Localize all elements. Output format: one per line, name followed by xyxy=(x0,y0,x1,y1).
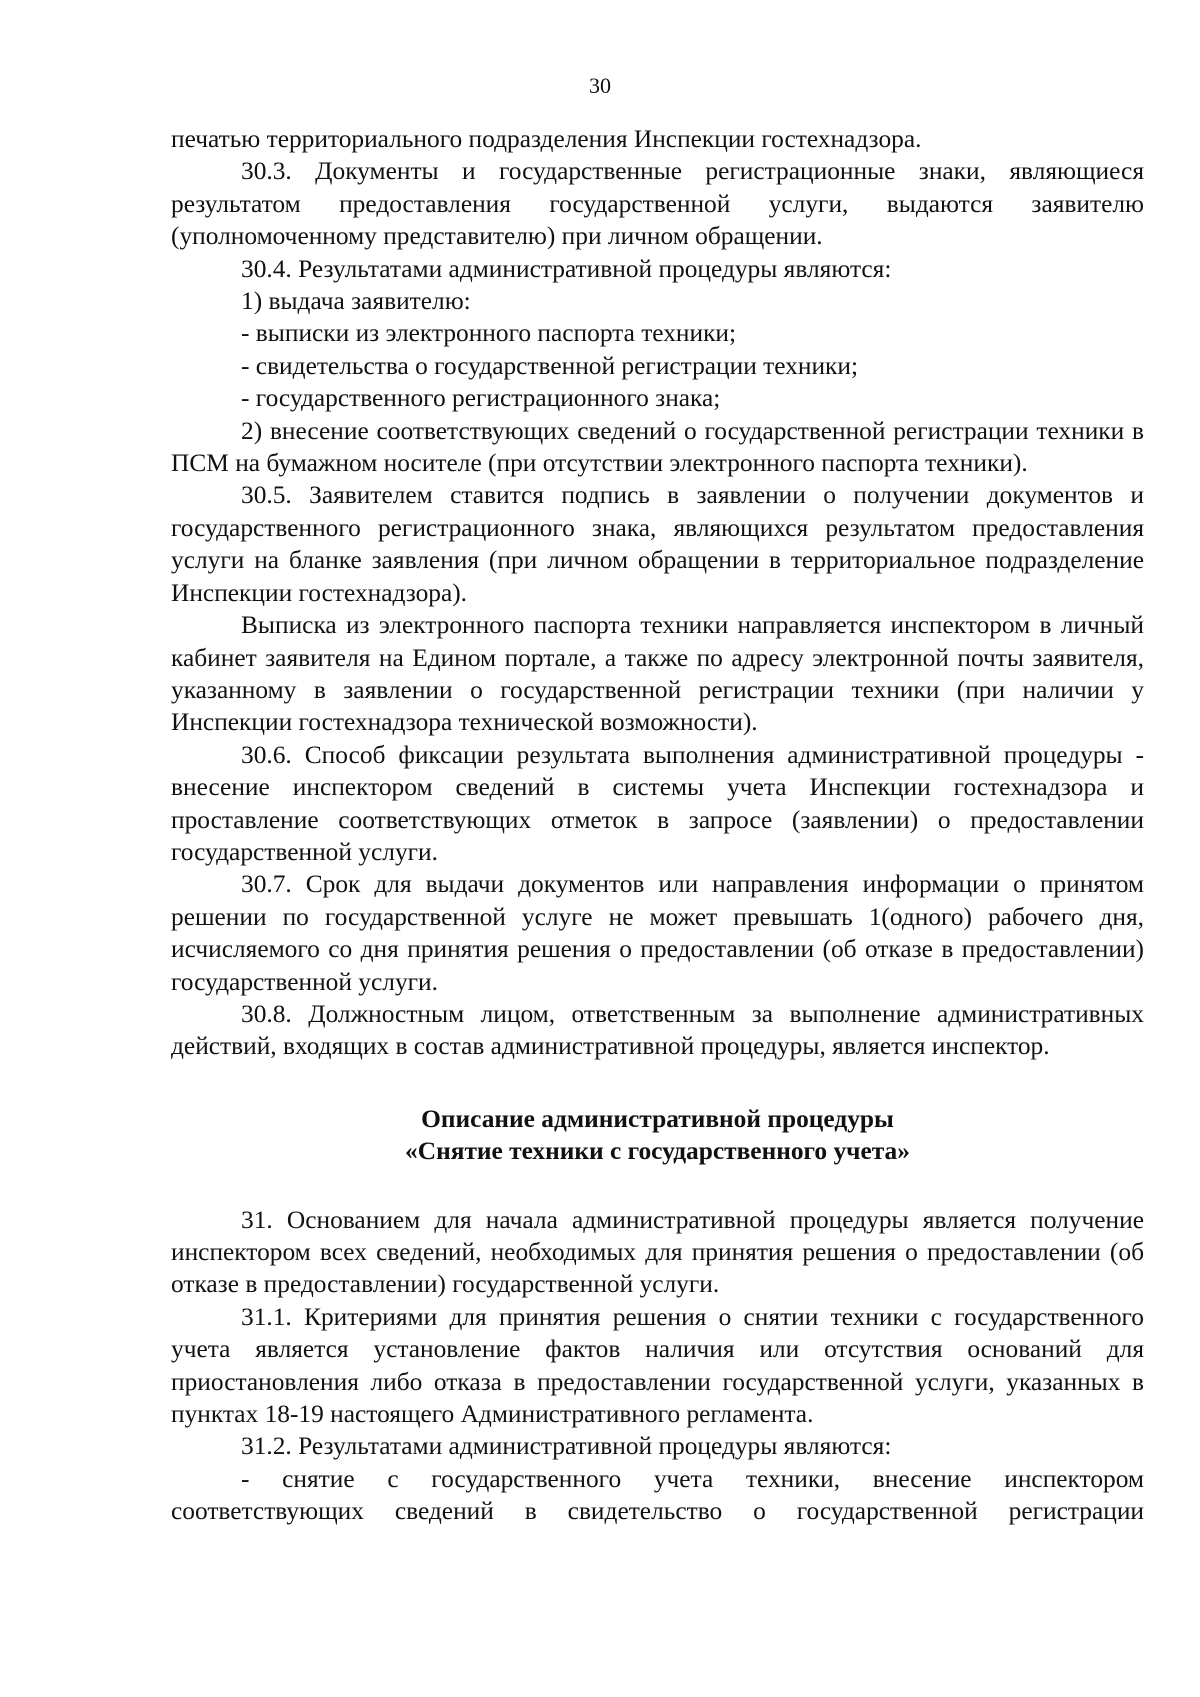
paragraph: - снятие с государственного учета техники, внесение инспектором соответствующих сведений в свидетельство о государственной регистрации xyxy=(171,1464,1144,1526)
paragraph: 30.6. Способ фиксации результата выполнения административной процедуры - внесение инспектором сведений в системы учета Инспекции гостехнадзора и проставление соответствующих отметок в запросе (заявлении) о предоставлении государственной услуги. xyxy=(171,740,1144,866)
spacer xyxy=(171,1063,1144,1103)
section-heading-line-2: «Снятие техники с государственного учета» xyxy=(405,1137,910,1166)
paragraph: 31. Основанием для начала административной процедуры является получение инспектором всех сведений, необходимых для принятия решения о предоставлении (об отказе в предоставлении) государственной услуги. xyxy=(171,1205,1144,1299)
section-31-paragraphs xyxy=(171,1204,1144,1528)
paragraph: 31.2. Результатами административной процедуры являются: xyxy=(241,1432,892,1461)
paragraph: 30.7. Срок для выдачи документов или направления информации о принятом решении по государственной услуге не может превышать 1(одного) рабочего дня, исчисляемого со дня принятия решения о предоставлении (об отказе в предоставлении) государственной услуги. xyxy=(171,870,1144,996)
spacer xyxy=(171,1168,1144,1204)
page-number: 30 xyxy=(589,73,611,98)
paragraph: - свидетельства о государственной регистрации техники; xyxy=(241,351,859,380)
document-body xyxy=(171,123,1144,1528)
paragraph: 31.1. Критериями для принятия решения о снятии техники с государственного учета является установление фактов наличия или отсутствия оснований для приостановления либо отказа в предоставлении государственной услуги, указанных в пунктах 18-19 настоящего Административного регламента. xyxy=(171,1302,1144,1429)
paragraph: 30.3. Документы и государственные регистрационные знаки, являющиеся результатом предоставления государственной услуги, выдаются заявителю (уполномоченному представителю) при личном обращении. xyxy=(171,157,1144,251)
paragraph: - государственного регистрационного знака; xyxy=(241,384,721,413)
section-30-paragraphs xyxy=(171,123,1144,1063)
paragraph: Выписка из электронного паспорта техники направляется инспектором в личный кабинет заявителя на Едином портале, а также по адресу электронной почты заявителя, указанному в заявлении о государственной регистрации техники (при наличии у Инспекции гостехнадзора технической возможности). xyxy=(171,611,1144,737)
section-heading-line-1: Описание административной процедуры xyxy=(421,1104,894,1133)
paragraph: 30.8. Должностным лицом, ответственным за выполнение административных действий, входящих в состав административной процедуры, является инспектор. xyxy=(171,999,1144,1061)
paragraph: 1) выдача заявителю: xyxy=(241,287,471,316)
paragraph: - выписки из электронного паспорта техники; xyxy=(241,319,737,348)
paragraph: 30.5. Заявителем ставится подпись в заявлении о получении документов и государственного регистрационного знака, являющихся результатом предоставления услуги на бланке заявления (при личном обращении в территориальное подразделение Инспекции гостехнадзора). xyxy=(171,481,1144,607)
paragraph: печатью территориального подразделения Инспекции гостехнадзора. xyxy=(171,125,922,153)
paragraph: 30.4. Результатами административной процедуры являются: xyxy=(241,254,892,283)
paragraph: 2) внесение соответствующих сведений о государственной регистрации техники в ПСМ на бумажном носителе (при отсутствии электронного паспорта техники). xyxy=(171,416,1144,478)
